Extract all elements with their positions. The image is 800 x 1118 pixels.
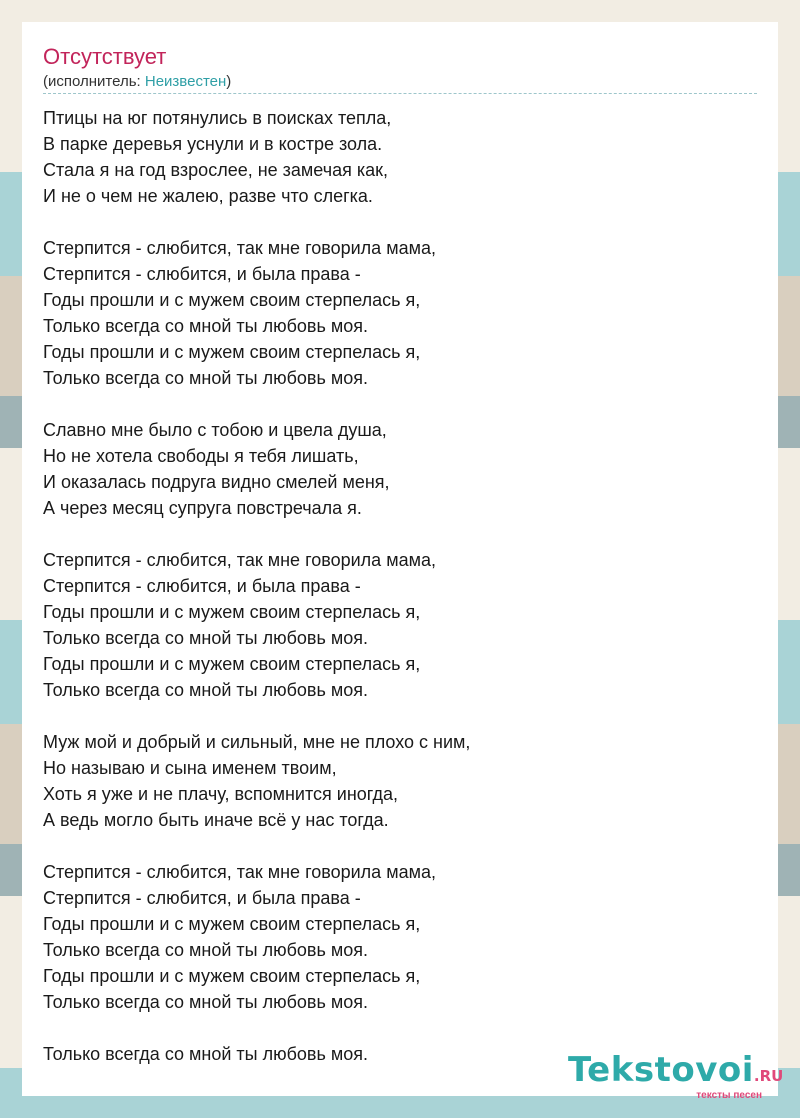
artist-line <box>43 73 231 90</box>
artist-suffix: ) <box>226 73 232 90</box>
lyrics-stanza <box>43 547 743 703</box>
lyric-line: Только всегда со мной ты любовь моя. <box>43 680 368 700</box>
lyric-line: Стерпится - слюбится, так мне говорила мама, <box>43 238 436 258</box>
lyric-line: Стерпится - слюбится, так мне говорила мама, <box>43 550 436 570</box>
lyric-line: В парке деревья уснули и в костре зола. <box>43 134 383 154</box>
lyrics-stanza <box>43 235 743 391</box>
artist-prefix: (исполнитель: <box>43 73 145 90</box>
lyric-line: И не о чем не жалею, разве что слегка. <box>43 186 373 206</box>
lyric-line: Стерпится - слюбится, так мне говорила мама, <box>43 862 436 882</box>
lyric-line: Только всегда со мной ты любовь моя. <box>43 316 368 336</box>
lyric-line: Стерпится - слюбится, и была права - <box>43 576 361 596</box>
lyric-line: Годы прошли и с мужем своим стерпелась я, <box>43 290 421 310</box>
lyric-line: Стерпится - слюбится, и была права - <box>43 264 361 284</box>
logo-tld: .RU <box>753 1067 784 1085</box>
artist-link[interactable]: Неизвестен <box>144 73 227 90</box>
lyrics-stanza <box>43 859 743 1015</box>
lyric-line: Стерпится - слюбится, и была права - <box>43 888 361 908</box>
song-title: Отсутствует <box>43 44 167 69</box>
lyric-line: Годы прошли и с мужем своим стерпелась я, <box>43 654 421 674</box>
lyric-line: А через месяц супруга повстречала я. <box>43 498 362 518</box>
lyrics-stanza <box>43 105 743 209</box>
lyric-line: Только всегда со мной ты любовь моя. <box>43 940 368 960</box>
lyric-line: Только всегда со мной ты любовь моя. <box>43 1044 368 1064</box>
lyric-line: Муж мой и добрый и сильный, мне не плохо с ним, <box>43 732 471 752</box>
lyric-line: Славно мне было с тобою и цвела душа, <box>43 420 387 440</box>
header-divider <box>43 93 757 94</box>
lyric-line: Только всегда со мной ты любовь моя. <box>43 368 368 388</box>
lyric-line: Годы прошли и с мужем своим стерпелась я, <box>43 342 421 362</box>
lyric-line: Только всегда со мной ты любовь моя. <box>43 992 368 1012</box>
lyrics-sheet <box>22 22 784 1101</box>
lyric-line: Стала я на год взрослее, не замечая как, <box>43 160 389 180</box>
lyric-line: Годы прошли и с мужем своим стерпелась я, <box>43 966 421 986</box>
logo-tagline: тексты песен <box>696 1090 762 1101</box>
lyric-line: Годы прошли и с мужем своим стерпелась я, <box>43 914 421 934</box>
lyric-line: Но не хотела свободы я тебя лишать, <box>43 446 359 466</box>
lyrics-body <box>43 105 743 1093</box>
lyric-line: Только всегда со мной ты любовь моя. <box>43 628 368 648</box>
lyric-line: И оказалась подруга видно смелей меня, <box>43 472 390 492</box>
logo-name: Tekstovoi <box>568 1050 754 1090</box>
lyric-line: Хоть я уже и не плачу, вспомнится иногда, <box>43 784 399 804</box>
lyric-line: Но называю и сына именем твоим, <box>43 758 337 778</box>
lyric-line: А ведь могло быть иначе всё у нас тогда. <box>43 810 389 830</box>
lyrics-stanza <box>43 417 743 521</box>
lyric-line: Годы прошли и с мужем своим стерпелась я, <box>43 602 421 622</box>
site-logo[interactable] <box>568 1050 784 1101</box>
lyric-line: Птицы на юг потянулись в поисках тепла, <box>43 108 392 128</box>
lyrics-stanza <box>43 729 743 833</box>
